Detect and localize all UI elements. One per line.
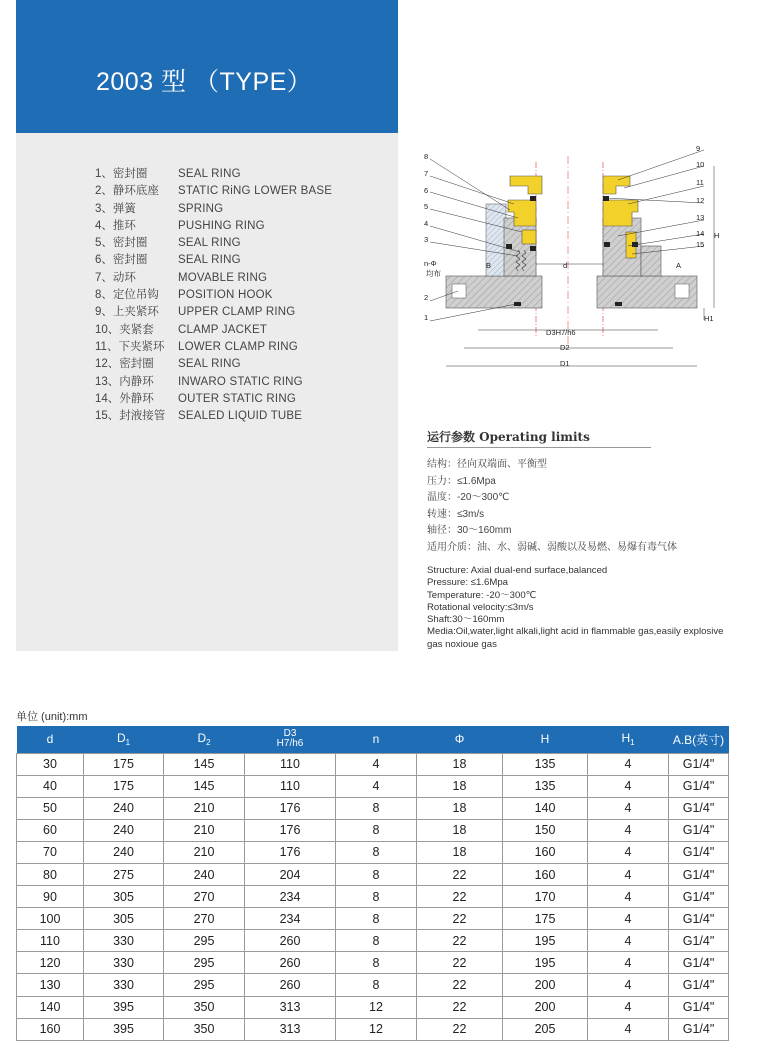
- table-cell: 350: [164, 1018, 245, 1040]
- table-cell: 18: [417, 753, 503, 775]
- part-name-cn: 9、上夹紧环: [95, 306, 159, 319]
- column-header-main: D3: [283, 728, 297, 740]
- table-cell: G1/4": [669, 775, 729, 797]
- table-cell: 140: [503, 797, 588, 819]
- table-cell: 4: [588, 974, 669, 996]
- table-cell: 18: [417, 775, 503, 797]
- table-cell: 4: [588, 930, 669, 952]
- column-header-main: H: [540, 732, 550, 747]
- divider: [427, 447, 651, 448]
- part-name-en: SEAL RING: [178, 358, 241, 371]
- column-header: [669, 726, 729, 753]
- table-cell: 110: [245, 775, 336, 797]
- table-cell: G1/4": [669, 841, 729, 863]
- table-cell: 8: [336, 908, 417, 930]
- column-header-stacked: [277, 729, 304, 749]
- table-cell: 8: [336, 819, 417, 841]
- column-header: [336, 726, 417, 753]
- table-cell: 160: [17, 1018, 84, 1040]
- table-cell: 4: [588, 797, 669, 819]
- part-name-cn: 13、内静环: [95, 375, 154, 388]
- diagram-dimension-label: H1: [704, 314, 714, 323]
- table-row: [17, 996, 729, 1018]
- column-header-sub: 1: [125, 738, 131, 748]
- diagram-dimension-label: d: [563, 261, 568, 270]
- table-cell: 395: [84, 996, 164, 1018]
- table-cell: 210: [164, 819, 245, 841]
- table-cell: 295: [164, 952, 245, 974]
- list-item: [95, 391, 332, 408]
- part-name-en: SEAL RING: [178, 237, 241, 250]
- table-cell: 175: [84, 775, 164, 797]
- diagram-callout-label: 14: [696, 229, 705, 238]
- table-cell: 18: [417, 841, 503, 863]
- table-cell: 22: [417, 863, 503, 885]
- table-cell: G1/4": [669, 996, 729, 1018]
- table-cell: 395: [84, 1018, 164, 1040]
- part-name-en: CLAMP JACKET: [178, 323, 268, 336]
- table-cell: 4: [588, 819, 669, 841]
- column-header: [417, 726, 503, 753]
- part-name-cn: 7、动环: [95, 271, 136, 284]
- table-cell: 270: [164, 886, 245, 908]
- column-header-main: D: [197, 731, 207, 746]
- limit-line-en: Structure: Axial dual-end surface,balanced: [427, 565, 608, 576]
- part-name-en: SPRING: [178, 202, 224, 215]
- limit-line-cn: 结构：径向双端面、平衡型: [427, 459, 547, 470]
- diagram-callout-label: 1: [424, 313, 429, 322]
- limit-line-en: gas noxioue gas: [427, 638, 497, 650]
- table-cell: 22: [417, 974, 503, 996]
- table-cell: 4: [588, 753, 669, 775]
- diagram-callout-label: 8: [424, 152, 429, 161]
- limit-line-en: Temperature: -20～300℃: [427, 589, 537, 601]
- table-cell: 305: [84, 908, 164, 930]
- diagram-dimension-label: D3H7/h6: [546, 328, 576, 337]
- table-cell: 210: [164, 841, 245, 863]
- part-name-en: SEALED LIQUID TUBE: [178, 410, 303, 423]
- table-row: [17, 775, 729, 797]
- table-cell: 135: [503, 753, 588, 775]
- column-header-main: A.B(英寸): [672, 732, 725, 747]
- column-header-main: n: [372, 732, 380, 747]
- part-name-cn: 6、密封圈: [95, 254, 148, 267]
- table-cell: 90: [17, 886, 84, 908]
- table-cell: 130: [17, 974, 84, 996]
- list-item: [95, 408, 332, 425]
- table-cell: 4: [336, 775, 417, 797]
- table-cell: 135: [503, 775, 588, 797]
- table-cell: G1/4": [669, 797, 729, 819]
- table-cell: 260: [245, 930, 336, 952]
- part-name-cn: 10、夹紧套: [95, 323, 154, 336]
- table-cell: 50: [17, 797, 84, 819]
- list-item: [95, 374, 332, 391]
- list-item: [95, 339, 332, 356]
- column-header-main: d: [46, 732, 54, 747]
- table-cell: 176: [245, 819, 336, 841]
- list-item: [95, 183, 332, 200]
- table-row: [17, 753, 729, 775]
- part-name-en: INWARO STATIC RING: [178, 375, 303, 388]
- part-name-cn: 2、静环底座: [95, 185, 159, 198]
- table-cell: 22: [417, 1018, 503, 1040]
- table-cell: 4: [588, 886, 669, 908]
- table-cell: 60: [17, 819, 84, 841]
- column-header-sub: H7/h6: [276, 738, 304, 750]
- list-item: [95, 304, 332, 321]
- table-cell: 8: [336, 841, 417, 863]
- diagram-callout-label: 11: [696, 178, 704, 187]
- part-name-en: STATIC RiNG LOWER BASE: [178, 185, 333, 198]
- part-name-cn: 4、推环: [95, 219, 136, 232]
- limit-line-en: Pressure: ≤1.6Mpa: [427, 577, 508, 589]
- part-name-cn: 11、下夹紧环: [95, 340, 165, 353]
- table-cell: 8: [336, 974, 417, 996]
- limit-line-cn: 温度：-20～300℃: [427, 492, 510, 503]
- spec-table: [16, 726, 729, 1041]
- table-cell: 275: [84, 863, 164, 885]
- part-name-en: SEAL RING: [178, 168, 241, 180]
- limit-line-cn: 转速：≤3m/s: [427, 508, 485, 520]
- table-cell: 295: [164, 974, 245, 996]
- table-cell: G1/4": [669, 819, 729, 841]
- table-cell: 22: [417, 908, 503, 930]
- part-name-cn: 5、密封圈: [95, 237, 148, 250]
- table-cell: 240: [84, 819, 164, 841]
- list-item: [95, 201, 332, 218]
- diagram-callout-label: 10: [696, 160, 705, 169]
- table-cell: 195: [503, 930, 588, 952]
- diagram-dimension-label: A: [676, 261, 682, 270]
- table-cell: 205: [503, 1018, 588, 1040]
- list-item: [95, 356, 332, 373]
- table-cell: 200: [503, 974, 588, 996]
- diagram-callout-label: 3: [424, 235, 429, 244]
- table-cell: 210: [164, 797, 245, 819]
- table-cell: 145: [164, 753, 245, 775]
- table-cell: 4: [588, 863, 669, 885]
- table-cell: 195: [503, 952, 588, 974]
- column-header: [164, 726, 245, 753]
- table-cell: 240: [84, 841, 164, 863]
- diagram-dimension-label: H: [714, 231, 720, 240]
- table-cell: 295: [164, 930, 245, 952]
- column-header-main: H: [621, 731, 631, 746]
- part-name-cn: 15、封液接管: [95, 410, 166, 423]
- table-cell: 22: [417, 996, 503, 1018]
- table-cell: G1/4": [669, 753, 729, 775]
- column-header-main: D: [116, 731, 126, 746]
- table-row: [17, 908, 729, 930]
- table-row: [17, 797, 729, 819]
- table-row: [17, 841, 729, 863]
- diagram-callout-label: 2: [424, 293, 429, 302]
- list-item: [95, 166, 332, 183]
- table-cell: 160: [503, 841, 588, 863]
- part-name-en: LOWER CLAMP RING: [178, 340, 298, 353]
- table-cell: 8: [336, 930, 417, 952]
- part-name-cn: 8、定位吊钩: [95, 289, 159, 302]
- table-cell: 204: [245, 863, 336, 885]
- table-cell: 4: [336, 753, 417, 775]
- table-row: [17, 886, 729, 908]
- table-cell: 18: [417, 797, 503, 819]
- table-cell: 170: [503, 886, 588, 908]
- part-name-en: POSITION HOOK: [178, 289, 273, 302]
- limit-line-cn: 轴径：30～160mm: [427, 525, 512, 536]
- table-row: [17, 952, 729, 974]
- part-name-cn: 1、密封圈: [95, 168, 148, 180]
- table-cell: G1/4": [669, 1018, 729, 1040]
- diagram-callout-label: 15: [696, 240, 705, 249]
- table-cell: 8: [336, 952, 417, 974]
- part-name-en: UPPER CLAMP RING: [178, 306, 296, 319]
- table-cell: 234: [245, 908, 336, 930]
- table-cell: 350: [164, 996, 245, 1018]
- table-cell: G1/4": [669, 930, 729, 952]
- table-cell: 110: [245, 753, 336, 775]
- limits-chinese: [427, 457, 677, 556]
- table-cell: 18: [417, 819, 503, 841]
- table-cell: 175: [503, 908, 588, 930]
- list-item: [95, 235, 332, 252]
- limit-line-cn: 适用介质：油、水、弱碱、弱酸以及易燃、易爆有毒气体: [427, 541, 677, 553]
- unit-label: 单位 (unit):mm: [16, 711, 88, 723]
- column-header-sub: 1: [630, 738, 635, 748]
- diagram-callout-label: 4: [424, 219, 429, 228]
- table-cell: 200: [503, 996, 588, 1018]
- seal-cross-section-diagram: [418, 146, 718, 376]
- list-item: [95, 218, 332, 235]
- diagram-callout-label: 均布: [426, 269, 441, 278]
- table-cell: 8: [336, 886, 417, 908]
- diagram-callout-label: 5: [424, 202, 429, 211]
- column-header: [245, 726, 336, 753]
- table-cell: 4: [588, 841, 669, 863]
- table-row: [17, 1018, 729, 1040]
- diagram-callout-label: 7: [424, 169, 429, 178]
- diagram-dimension-label: D2: [560, 343, 570, 352]
- table-cell: G1/4": [669, 886, 729, 908]
- table-cell: 260: [245, 952, 336, 974]
- diagram-dimension-label: B: [486, 261, 492, 270]
- part-name-en: SEAL RING: [178, 254, 241, 267]
- part-name-cn: 12、密封圈: [95, 358, 154, 371]
- column-header-main: Φ: [454, 732, 465, 747]
- diagram-dimension-label: D1: [560, 359, 570, 368]
- table-header-row: [17, 726, 729, 753]
- table-cell: 4: [588, 775, 669, 797]
- table-cell: 145: [164, 775, 245, 797]
- limits-heading: 运行参数 Operating limits: [427, 430, 590, 444]
- table-row: [17, 819, 729, 841]
- table-cell: 12: [336, 996, 417, 1018]
- table-cell: 22: [417, 930, 503, 952]
- part-name-en: PUSHING RING: [178, 219, 265, 232]
- diagram-callout-label: 13: [696, 213, 705, 222]
- table-cell: 22: [417, 952, 503, 974]
- list-item: [95, 252, 332, 269]
- list-item: [95, 270, 332, 287]
- table-cell: 80: [17, 863, 84, 885]
- table-body: [17, 753, 729, 1040]
- table-cell: 240: [164, 863, 245, 885]
- limit-line-en: Rotational velocity:≤3m/s: [427, 601, 534, 613]
- table-cell: 160: [503, 863, 588, 885]
- table-cell: 22: [417, 886, 503, 908]
- limit-line-cn: 压力：≤1.6Mpa: [427, 475, 496, 487]
- table-cell: 4: [588, 908, 669, 930]
- table-cell: G1/4": [669, 974, 729, 996]
- table-cell: 110: [17, 930, 84, 952]
- list-item: [95, 287, 332, 304]
- table-cell: 234: [245, 886, 336, 908]
- table-cell: 70: [17, 841, 84, 863]
- table-cell: 176: [245, 841, 336, 863]
- column-header-sub: 2: [206, 738, 211, 748]
- table-cell: 40: [17, 775, 84, 797]
- table-cell: 4: [588, 952, 669, 974]
- list-item: [95, 322, 332, 339]
- table-row: [17, 863, 729, 885]
- table-cell: 100: [17, 908, 84, 930]
- part-name-en: MOVABLE RING: [178, 271, 268, 284]
- table-cell: 175: [84, 753, 164, 775]
- limit-line-en: Media:Oil,water,light alkali,light acid in flammable gas,easily explosive: [427, 626, 724, 638]
- table-cell: G1/4": [669, 863, 729, 885]
- diagram-callout-label: 12: [696, 196, 705, 205]
- table-cell: 313: [245, 1018, 336, 1040]
- table-cell: 240: [84, 797, 164, 819]
- table-cell: 8: [336, 797, 417, 819]
- column-header: [503, 726, 588, 753]
- table-cell: 330: [84, 974, 164, 996]
- table-cell: 150: [503, 819, 588, 841]
- table-cell: 305: [84, 886, 164, 908]
- column-header: [17, 726, 84, 753]
- table-cell: 330: [84, 952, 164, 974]
- table-cell: 8: [336, 863, 417, 885]
- table-cell: 30: [17, 753, 84, 775]
- page-title: 2003 型 （TYPE）: [96, 68, 313, 96]
- table-cell: 260: [245, 974, 336, 996]
- parts-list: [95, 166, 332, 425]
- table-cell: 4: [588, 996, 669, 1018]
- table-row: [17, 974, 729, 996]
- title-bar: [16, 0, 398, 133]
- table-cell: 330: [84, 930, 164, 952]
- table-cell: 176: [245, 797, 336, 819]
- column-header: [588, 726, 669, 753]
- table-row: [17, 930, 729, 952]
- part-name-cn: 14、外静环: [95, 392, 154, 405]
- table-cell: 120: [17, 952, 84, 974]
- diagram-callout-label: 6: [424, 186, 429, 195]
- diagram-callout-label: n-Φ: [424, 259, 437, 268]
- table-cell: 313: [245, 996, 336, 1018]
- table-cell: G1/4": [669, 908, 729, 930]
- part-name-en: OUTER STATIC RING: [178, 392, 296, 405]
- table-cell: 270: [164, 908, 245, 930]
- column-header: [84, 726, 164, 753]
- limits-english: [427, 565, 737, 651]
- table-cell: G1/4": [669, 952, 729, 974]
- part-name-cn: 3、弹簧: [95, 202, 136, 215]
- limit-line-en: Shaft:30～160mm: [427, 614, 505, 626]
- table-cell: 12: [336, 1018, 417, 1040]
- diagram-callout-label: 9: [696, 144, 701, 153]
- table-cell: 4: [588, 1018, 669, 1040]
- table-cell: 140: [17, 996, 84, 1018]
